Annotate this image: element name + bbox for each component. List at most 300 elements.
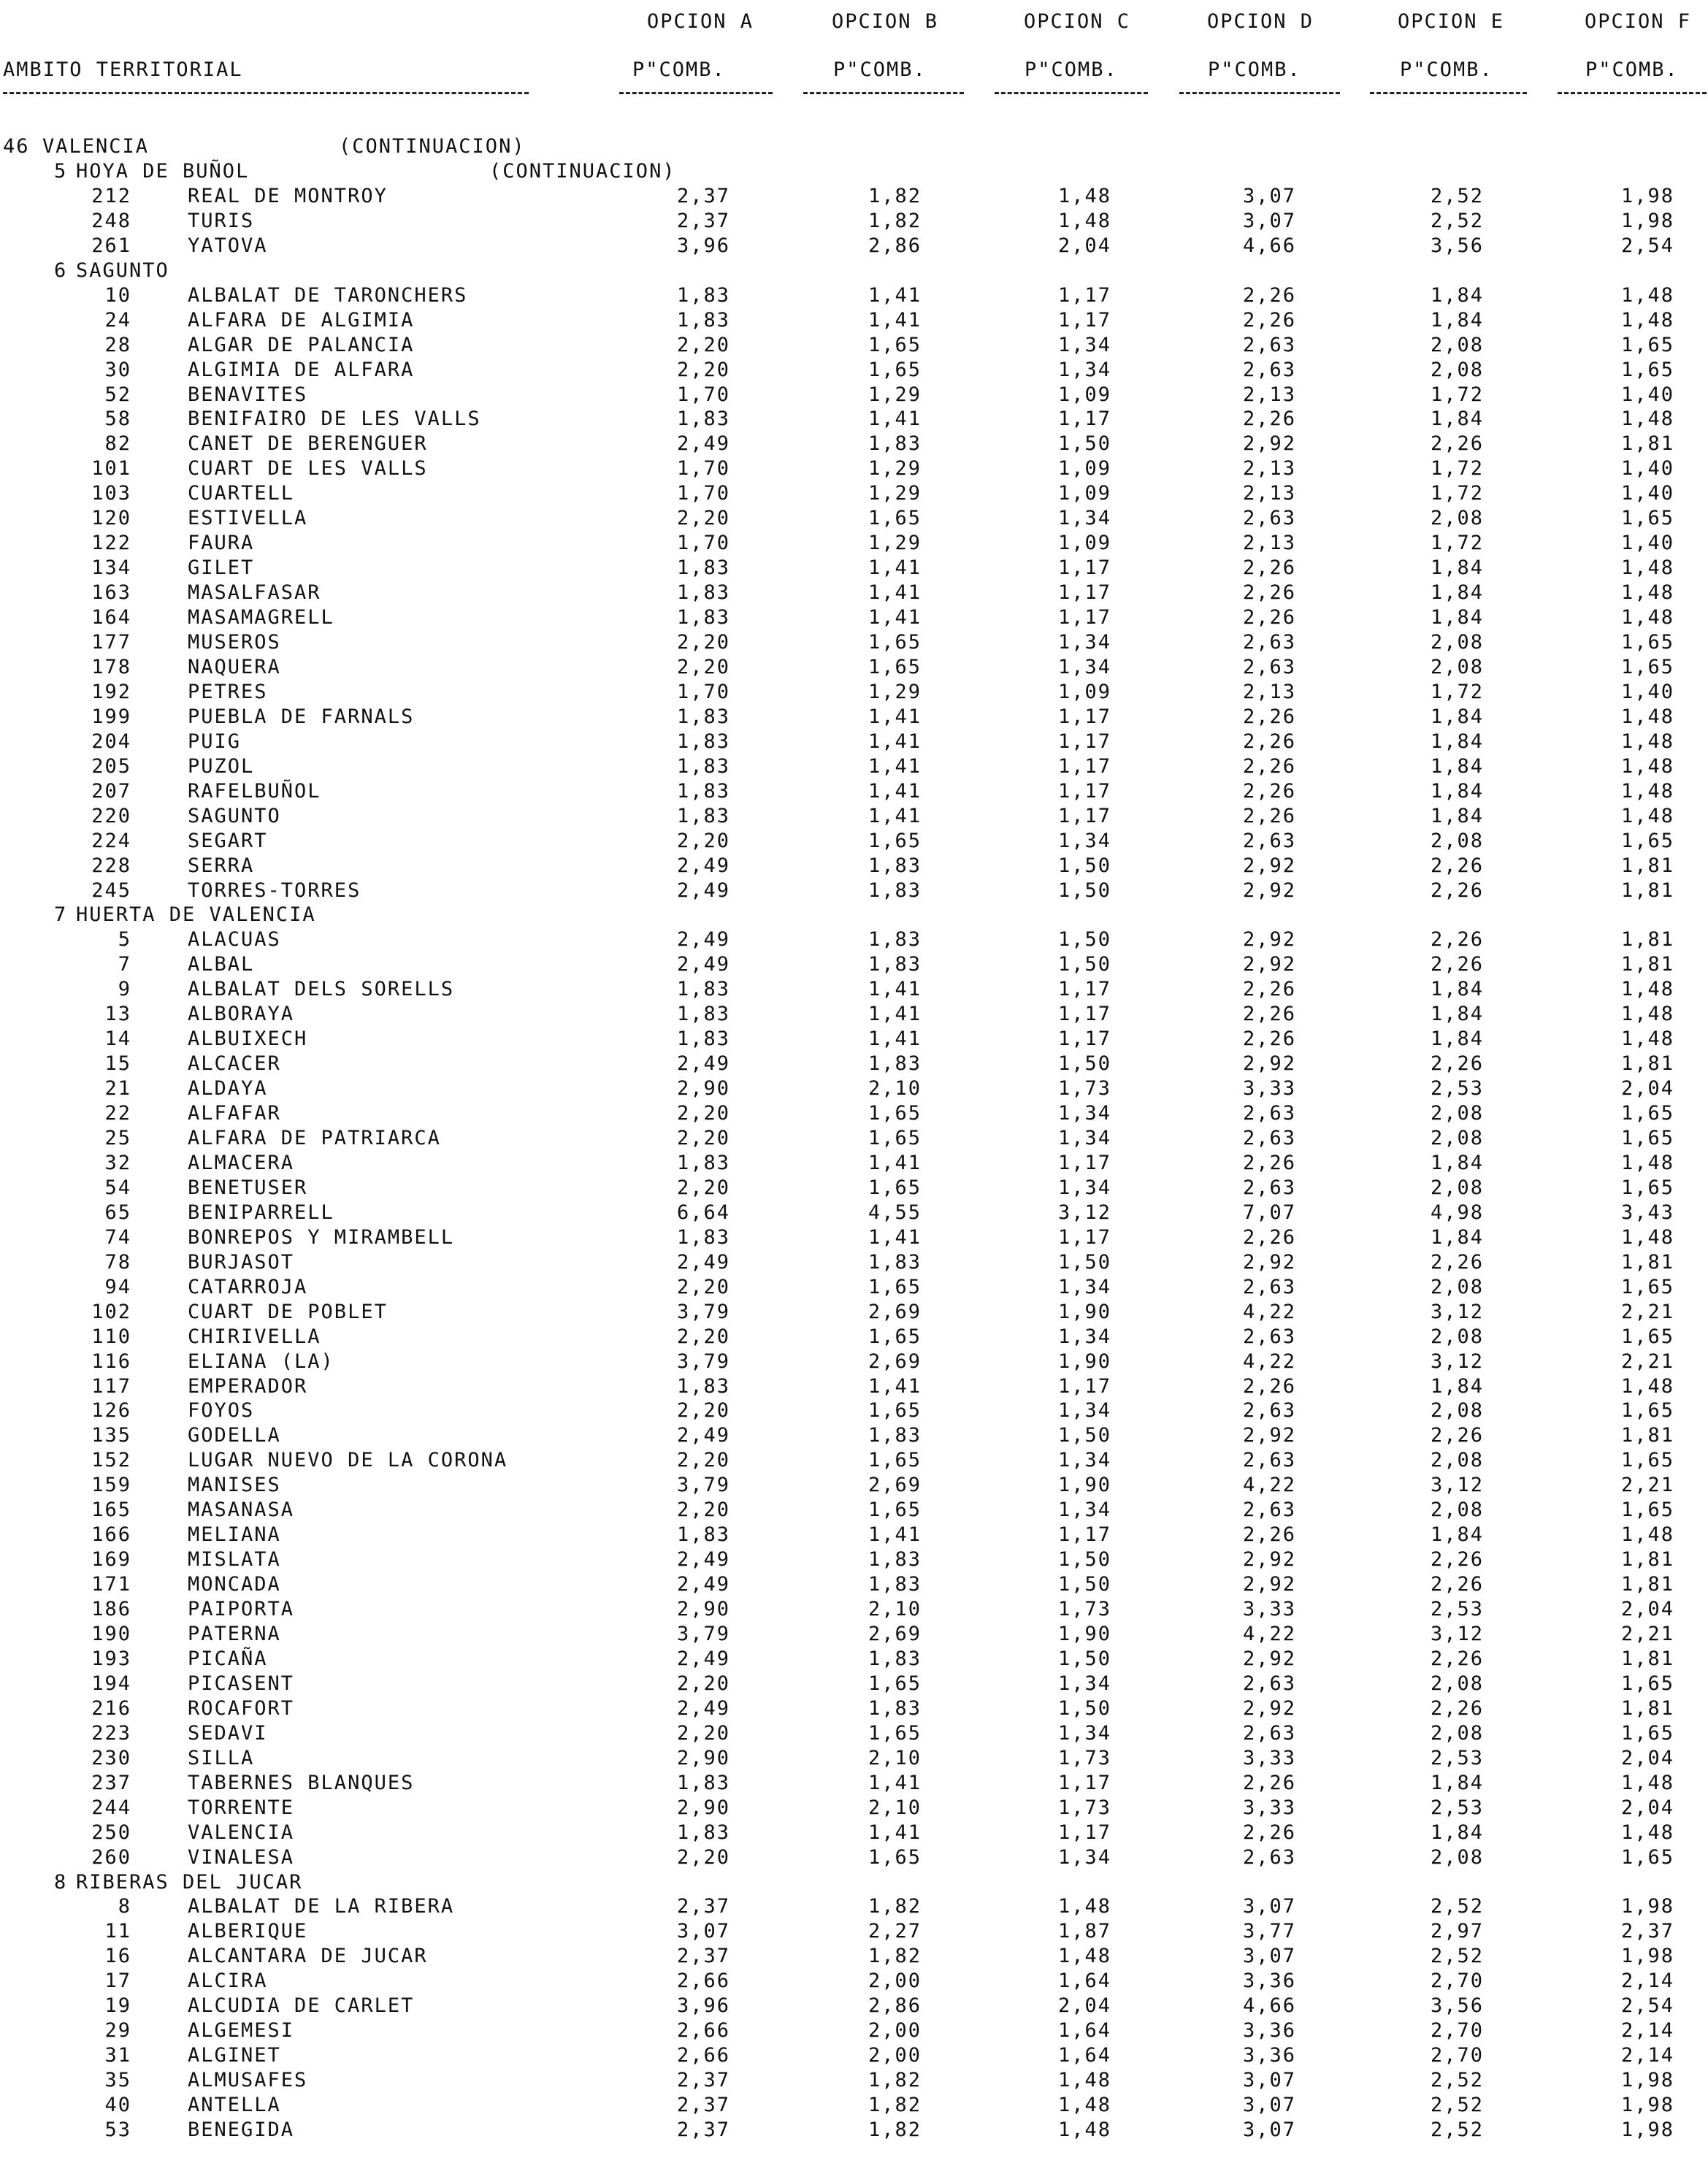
value-option-d: 3,33 xyxy=(1242,1796,1296,1819)
table-row xyxy=(0,2043,1708,2068)
value-option-e: 1,84 xyxy=(1430,1821,1484,1844)
table-row xyxy=(0,1101,1708,1126)
municipality-code: 10 xyxy=(104,283,131,307)
value-option-f: 1,48 xyxy=(1620,978,1674,1001)
table-row xyxy=(0,184,1708,209)
table-row xyxy=(0,1647,1708,1672)
region-name: SAGUNTO xyxy=(76,259,169,282)
municipality-name: ALBERIQUE xyxy=(188,1920,308,1943)
value-option-a: 2,20 xyxy=(676,655,730,678)
municipality-code: 21 xyxy=(104,1077,131,1101)
value-option-a: 2,20 xyxy=(676,1449,730,1472)
value-option-c: 2,04 xyxy=(1057,1994,1111,2018)
municipality-name: MASAMAGRELL xyxy=(188,606,334,629)
value-option-f: 2,21 xyxy=(1620,1623,1674,1645)
value-option-d: 2,26 xyxy=(1242,779,1296,803)
value-option-b: 1,83 xyxy=(868,1696,922,1720)
continuation-note: (CONTINUACION) xyxy=(489,159,676,183)
value-option-d: 2,92 xyxy=(1242,854,1296,877)
value-option-a: 3,79 xyxy=(676,1474,730,1497)
province-heading xyxy=(0,134,1708,159)
value-option-a: 1,83 xyxy=(676,283,730,307)
municipality-name: SEGART xyxy=(188,829,268,852)
table-row xyxy=(0,977,1708,1002)
value-option-f: 1,65 xyxy=(1620,1176,1674,1199)
value-option-c: 1,73 xyxy=(1057,1077,1111,1101)
value-option-f: 1,65 xyxy=(1620,1275,1674,1298)
value-option-c: 1,50 xyxy=(1057,854,1111,877)
value-option-e: 1,84 xyxy=(1430,804,1484,827)
table-row xyxy=(0,1350,1708,1374)
value-option-c: 1,17 xyxy=(1057,1523,1111,1547)
value-option-a: 2,20 xyxy=(676,1325,730,1348)
municipality-code: 54 xyxy=(104,1176,131,1199)
value-option-f: 1,98 xyxy=(1620,2094,1674,2117)
value-option-c: 1,48 xyxy=(1057,1895,1111,1918)
value-option-d: 2,63 xyxy=(1242,333,1296,356)
value-option-b: 1,41 xyxy=(868,1523,922,1547)
value-option-e: 2,08 xyxy=(1430,1102,1484,1125)
municipality-code: 58 xyxy=(104,407,131,431)
value-option-f: 1,81 xyxy=(1620,879,1674,902)
value-option-d: 2,63 xyxy=(1242,1176,1296,1199)
municipality-code: 164 xyxy=(91,606,131,629)
value-option-d: 2,92 xyxy=(1242,928,1296,952)
value-option-e: 3,56 xyxy=(1430,1994,1484,2018)
municipality-name: BENIPARRELL xyxy=(188,1201,334,1224)
value-option-a: 2,49 xyxy=(676,432,730,456)
value-option-e: 2,26 xyxy=(1430,854,1484,877)
value-option-c: 1,34 xyxy=(1057,1449,1111,1472)
value-option-e: 1,84 xyxy=(1430,407,1484,431)
municipality-name: ALBALAT DELS SORELLS xyxy=(188,978,455,1001)
value-option-c: 1,17 xyxy=(1057,1027,1111,1051)
value-option-b: 1,41 xyxy=(868,978,922,1001)
value-option-f: 1,48 xyxy=(1620,730,1674,753)
value-option-c: 1,50 xyxy=(1057,1548,1111,1572)
value-option-a: 1,83 xyxy=(676,730,730,753)
value-option-c: 1,34 xyxy=(1057,631,1111,654)
value-option-a: 3,79 xyxy=(676,1300,730,1323)
value-option-a: 1,70 xyxy=(676,383,730,406)
value-option-e: 1,84 xyxy=(1430,730,1484,753)
municipality-code: 260 xyxy=(91,1845,131,1869)
municipality-name: CUART DE POBLET xyxy=(188,1300,388,1323)
value-option-b: 1,83 xyxy=(868,1250,922,1274)
value-option-e: 2,26 xyxy=(1430,1647,1484,1670)
value-option-b: 1,65 xyxy=(868,1672,922,1695)
region-heading xyxy=(0,259,1708,283)
value-option-b: 1,65 xyxy=(868,358,922,381)
value-option-c: 1,34 xyxy=(1057,1127,1111,1149)
value-option-c: 1,17 xyxy=(1057,754,1111,778)
municipality-code: 152 xyxy=(91,1449,131,1472)
value-option-a: 1,83 xyxy=(676,556,730,580)
value-option-e: 2,52 xyxy=(1430,184,1484,207)
value-option-c: 1,17 xyxy=(1057,1374,1111,1398)
municipality-code: 16 xyxy=(104,1945,131,1968)
municipality-name: ALGEMESI xyxy=(188,2019,295,2043)
municipality-name: TORRENTE xyxy=(188,1796,295,1819)
value-option-f: 2,54 xyxy=(1620,234,1674,257)
value-option-a: 1,83 xyxy=(676,804,730,827)
value-option-c: 1,09 xyxy=(1057,680,1111,703)
value-option-d: 2,63 xyxy=(1242,829,1296,852)
value-option-d: 7,07 xyxy=(1242,1201,1296,1224)
value-option-e: 2,70 xyxy=(1430,2019,1484,2043)
value-option-e: 2,08 xyxy=(1430,1721,1484,1745)
value-option-d: 2,63 xyxy=(1242,358,1296,381)
municipality-name: EMPERADOR xyxy=(188,1374,308,1398)
municipality-code: 82 xyxy=(104,432,131,456)
municipality-code: 8 xyxy=(118,1895,131,1918)
value-option-e: 2,08 xyxy=(1430,631,1484,654)
municipality-name: PETRES xyxy=(188,680,268,703)
value-option-c: 1,34 xyxy=(1057,1325,1111,1348)
value-option-a: 6,64 xyxy=(676,1201,730,1224)
value-option-c: 3,12 xyxy=(1057,1201,1111,1224)
value-option-f: 1,81 xyxy=(1620,928,1674,952)
value-option-f: 1,81 xyxy=(1620,1548,1674,1572)
value-option-d: 2,26 xyxy=(1242,978,1296,1001)
region-heading xyxy=(0,1870,1708,1895)
value-option-f: 1,98 xyxy=(1620,209,1674,232)
value-option-c: 1,87 xyxy=(1057,1920,1111,1943)
table-row xyxy=(0,2093,1708,2118)
region-heading xyxy=(0,159,1708,184)
municipality-name: MUSEROS xyxy=(188,631,281,654)
value-option-e: 3,12 xyxy=(1430,1350,1484,1373)
value-option-f: 1,65 xyxy=(1620,1399,1674,1423)
value-option-c: 1,48 xyxy=(1057,2118,1111,2141)
value-option-a: 2,20 xyxy=(676,1176,730,1199)
value-option-b: 1,65 xyxy=(868,1325,922,1348)
municipality-code: 165 xyxy=(91,1499,131,1522)
value-option-d: 2,92 xyxy=(1242,1696,1296,1720)
value-option-a: 3,07 xyxy=(676,1920,730,1943)
municipality-name: FAURA xyxy=(188,532,255,555)
value-option-b: 1,29 xyxy=(868,532,922,555)
municipality-code: 19 xyxy=(104,1994,131,2018)
value-option-d: 3,77 xyxy=(1242,1920,1296,1943)
value-option-a: 1,83 xyxy=(676,1771,730,1794)
municipality-name: ALCIRA xyxy=(188,1970,268,1993)
value-option-b: 1,83 xyxy=(868,1647,922,1670)
municipality-code: 193 xyxy=(91,1647,131,1670)
municipality-code: 102 xyxy=(91,1300,131,1323)
value-option-b: 1,65 xyxy=(868,655,922,678)
municipality-name: PUZOL xyxy=(188,754,255,778)
municipality-name: ALCANTARA DE JUCAR xyxy=(188,1945,428,1968)
municipality-name: MONCADA xyxy=(188,1573,281,1596)
value-option-f: 1,48 xyxy=(1620,1003,1674,1026)
value-option-a: 2,20 xyxy=(676,1499,730,1522)
value-option-a: 2,49 xyxy=(676,854,730,877)
value-option-e: 1,84 xyxy=(1430,556,1484,580)
value-option-d: 2,92 xyxy=(1242,1548,1296,1572)
value-option-b: 1,29 xyxy=(868,482,922,505)
table-row xyxy=(0,1994,1708,2018)
municipality-code: 190 xyxy=(91,1623,131,1645)
value-option-d: 4,22 xyxy=(1242,1300,1296,1323)
value-option-b: 1,65 xyxy=(868,1127,922,1149)
value-option-d: 4,22 xyxy=(1242,1474,1296,1497)
region-code: 6 xyxy=(54,259,68,282)
municipality-code: 224 xyxy=(91,829,131,852)
unit-label-a: P"COMB. xyxy=(632,58,726,81)
value-option-e: 1,72 xyxy=(1430,532,1484,555)
value-option-c: 1,50 xyxy=(1057,879,1111,902)
municipality-code: 9 xyxy=(118,978,131,1001)
value-option-f: 1,48 xyxy=(1620,1374,1674,1398)
municipality-code: 134 xyxy=(91,556,131,580)
value-option-b: 1,41 xyxy=(868,1151,922,1174)
value-option-c: 1,17 xyxy=(1057,1821,1111,1844)
value-option-f: 1,98 xyxy=(1620,2069,1674,2092)
value-option-b: 1,82 xyxy=(868,2094,922,2117)
value-option-a: 2,37 xyxy=(676,2069,730,2092)
table-row xyxy=(0,531,1708,556)
unit-label-d: P"COMB. xyxy=(1208,58,1301,81)
value-option-c: 1,48 xyxy=(1057,209,1111,232)
municipality-code: 205 xyxy=(91,754,131,778)
municipality-code: 116 xyxy=(91,1350,131,1373)
value-option-d: 3,33 xyxy=(1242,1077,1296,1101)
region-code: 5 xyxy=(54,159,68,183)
value-option-e: 2,08 xyxy=(1430,333,1484,356)
municipality-code: 169 xyxy=(91,1548,131,1572)
header-rule-a xyxy=(619,92,773,94)
table-row xyxy=(0,333,1708,358)
value-option-f: 1,65 xyxy=(1620,631,1674,654)
value-option-f: 1,98 xyxy=(1620,1945,1674,1968)
header-rule-ambito xyxy=(3,92,529,94)
municipality-code: 30 xyxy=(104,358,131,381)
value-option-d: 2,26 xyxy=(1242,283,1296,307)
value-option-d: 2,26 xyxy=(1242,1821,1296,1844)
continuation-note: (CONTINUACION) xyxy=(339,135,526,158)
region-name: HUERTA DE VALENCIA xyxy=(76,903,316,927)
value-option-c: 1,34 xyxy=(1057,1672,1111,1695)
municipality-code: 171 xyxy=(91,1573,131,1596)
value-option-e: 2,53 xyxy=(1430,1598,1484,1621)
option-d-label: OPCION D xyxy=(1207,10,1314,33)
value-option-b: 1,41 xyxy=(868,754,922,778)
value-option-b: 1,83 xyxy=(868,432,922,456)
municipality-name: TORRES-TORRES xyxy=(188,879,361,902)
value-option-b: 1,82 xyxy=(868,1945,922,1968)
table-row xyxy=(0,605,1708,630)
value-option-b: 1,41 xyxy=(868,556,922,580)
value-option-b: 2,69 xyxy=(868,1300,922,1323)
value-option-b: 1,65 xyxy=(868,1102,922,1125)
table-row xyxy=(0,506,1708,531)
municipality-code: 178 xyxy=(91,655,131,678)
value-option-f: 1,81 xyxy=(1620,1647,1674,1670)
value-option-a: 3,96 xyxy=(676,1994,730,2018)
value-option-d: 2,26 xyxy=(1242,581,1296,605)
value-option-b: 2,10 xyxy=(868,1746,922,1769)
value-option-d: 2,26 xyxy=(1242,1374,1296,1398)
value-option-b: 1,41 xyxy=(868,804,922,827)
value-option-c: 1,34 xyxy=(1057,829,1111,852)
value-option-e: 1,84 xyxy=(1430,754,1484,778)
value-option-d: 2,13 xyxy=(1242,482,1296,505)
value-option-c: 1,64 xyxy=(1057,1970,1111,1993)
value-option-f: 1,81 xyxy=(1620,1250,1674,1274)
value-option-c: 1,64 xyxy=(1057,2019,1111,2043)
header-rule-b xyxy=(803,92,964,94)
table-row xyxy=(0,1771,1708,1796)
value-option-e: 2,08 xyxy=(1430,1845,1484,1869)
value-option-f: 1,65 xyxy=(1620,507,1674,530)
value-option-e: 2,08 xyxy=(1430,829,1484,852)
value-option-b: 1,65 xyxy=(868,507,922,530)
value-option-c: 1,90 xyxy=(1057,1300,1111,1323)
table-row xyxy=(0,234,1708,259)
value-option-e: 1,84 xyxy=(1430,1374,1484,1398)
value-option-d: 3,07 xyxy=(1242,2094,1296,2117)
municipality-code: 250 xyxy=(91,1821,131,1844)
value-option-d: 3,33 xyxy=(1242,1746,1296,1769)
municipality-name: MASANASA xyxy=(188,1499,295,1522)
table-row xyxy=(0,1597,1708,1622)
value-option-d: 2,26 xyxy=(1242,730,1296,753)
value-option-d: 2,26 xyxy=(1242,1003,1296,1026)
value-option-d: 2,26 xyxy=(1242,606,1296,629)
value-option-e: 2,52 xyxy=(1430,2094,1484,2117)
value-option-a: 2,49 xyxy=(676,1250,730,1274)
municipality-name: BURJASOT xyxy=(188,1250,295,1274)
municipality-name: MASALFASAR xyxy=(188,581,321,605)
municipality-name: SERRA xyxy=(188,854,255,877)
value-option-f: 1,81 xyxy=(1620,1573,1674,1596)
value-option-a: 2,49 xyxy=(676,1647,730,1670)
value-option-a: 1,83 xyxy=(676,779,730,803)
value-option-d: 3,07 xyxy=(1242,1945,1296,1968)
table-row xyxy=(0,1944,1708,1969)
value-option-f: 2,04 xyxy=(1620,1796,1674,1819)
value-option-c: 1,34 xyxy=(1057,1721,1111,1745)
value-option-a: 2,20 xyxy=(676,1672,730,1695)
municipality-name: CUARTELL xyxy=(188,482,295,505)
region-heading xyxy=(0,903,1708,927)
value-option-a: 2,20 xyxy=(676,829,730,852)
option-f-label: OPCION F xyxy=(1585,10,1692,33)
municipality-code: 94 xyxy=(104,1275,131,1298)
table-row xyxy=(0,1821,1708,1845)
municipality-name: MELIANA xyxy=(188,1523,281,1547)
value-option-c: 1,50 xyxy=(1057,1052,1111,1076)
value-option-e: 2,26 xyxy=(1430,1424,1484,1447)
table-row xyxy=(0,1076,1708,1101)
table-row xyxy=(0,1721,1708,1746)
municipality-name: SILLA xyxy=(188,1746,255,1769)
unit-label-e: P"COMB. xyxy=(1400,58,1493,81)
value-option-c: 1,17 xyxy=(1057,779,1111,803)
value-option-d: 2,63 xyxy=(1242,631,1296,654)
value-option-b: 1,65 xyxy=(868,829,922,852)
value-option-b: 2,00 xyxy=(868,1970,922,1993)
value-option-f: 3,43 xyxy=(1620,1201,1674,1224)
value-option-b: 2,86 xyxy=(868,1994,922,2018)
value-option-a: 1,70 xyxy=(676,680,730,703)
value-option-a: 2,49 xyxy=(676,879,730,902)
table-row xyxy=(0,1151,1708,1176)
municipality-code: 245 xyxy=(91,879,131,902)
value-option-d: 2,92 xyxy=(1242,432,1296,456)
value-option-a: 3,79 xyxy=(676,1623,730,1645)
value-option-e: 2,08 xyxy=(1430,655,1484,678)
region-code: 8 xyxy=(54,1870,68,1894)
value-option-e: 3,56 xyxy=(1430,234,1484,257)
value-option-d: 2,63 xyxy=(1242,507,1296,530)
value-option-d: 3,36 xyxy=(1242,1970,1296,1993)
value-option-d: 2,26 xyxy=(1242,407,1296,431)
value-option-d: 2,63 xyxy=(1242,1102,1296,1125)
municipality-name: MANISES xyxy=(188,1474,281,1497)
municipality-name: PATERNA xyxy=(188,1623,281,1645)
table-row xyxy=(0,804,1708,829)
value-option-d: 2,63 xyxy=(1242,1325,1296,1348)
value-option-b: 1,65 xyxy=(868,1176,922,1199)
value-option-b: 1,41 xyxy=(868,779,922,803)
value-option-d: 2,13 xyxy=(1242,457,1296,481)
value-option-f: 1,65 xyxy=(1620,1127,1674,1149)
value-option-f: 1,48 xyxy=(1620,283,1674,307)
value-option-e: 2,08 xyxy=(1430,507,1484,530)
value-option-a: 1,83 xyxy=(676,978,730,1001)
value-option-b: 1,41 xyxy=(868,407,922,431)
table-row xyxy=(0,1300,1708,1325)
municipality-name: ELIANA (LA) xyxy=(188,1350,334,1373)
value-option-e: 2,08 xyxy=(1430,1176,1484,1199)
municipality-name: ALBALAT DE LA RIBERA xyxy=(188,1895,455,1918)
municipality-code: 31 xyxy=(104,2044,131,2067)
municipality-name: ALGAR DE PALANCIA xyxy=(188,333,415,356)
value-option-a: 1,83 xyxy=(676,1003,730,1026)
value-option-a: 2,49 xyxy=(676,1696,730,1720)
value-option-c: 1,34 xyxy=(1057,1399,1111,1423)
value-option-e: 1,84 xyxy=(1430,1771,1484,1794)
table-row xyxy=(0,1126,1708,1151)
value-option-d: 2,63 xyxy=(1242,1449,1296,1472)
value-option-a: 2,49 xyxy=(676,1573,730,1596)
municipality-name: VALENCIA xyxy=(188,1821,295,1844)
value-option-f: 1,48 xyxy=(1620,804,1674,827)
municipality-name: NAQUERA xyxy=(188,655,281,678)
value-option-a: 1,83 xyxy=(676,581,730,605)
table-row xyxy=(0,1672,1708,1696)
value-option-a: 1,83 xyxy=(676,1151,730,1174)
value-option-e: 2,53 xyxy=(1430,1746,1484,1769)
table-row xyxy=(0,1250,1708,1275)
value-option-f: 1,81 xyxy=(1620,854,1674,877)
municipality-code: 223 xyxy=(91,1721,131,1745)
value-option-a: 1,70 xyxy=(676,532,730,555)
municipality-code: 194 xyxy=(91,1672,131,1695)
option-b-label: OPCION B xyxy=(832,10,939,33)
value-option-d: 2,63 xyxy=(1242,1275,1296,1298)
value-option-c: 1,17 xyxy=(1057,407,1111,431)
value-option-c: 1,34 xyxy=(1057,1275,1111,1298)
value-option-c: 1,34 xyxy=(1057,1845,1111,1869)
value-option-c: 1,17 xyxy=(1057,1003,1111,1026)
municipality-code: 110 xyxy=(91,1325,131,1348)
table-row xyxy=(0,1052,1708,1076)
municipality-name: TURIS xyxy=(188,209,255,232)
table-row xyxy=(0,2118,1708,2143)
